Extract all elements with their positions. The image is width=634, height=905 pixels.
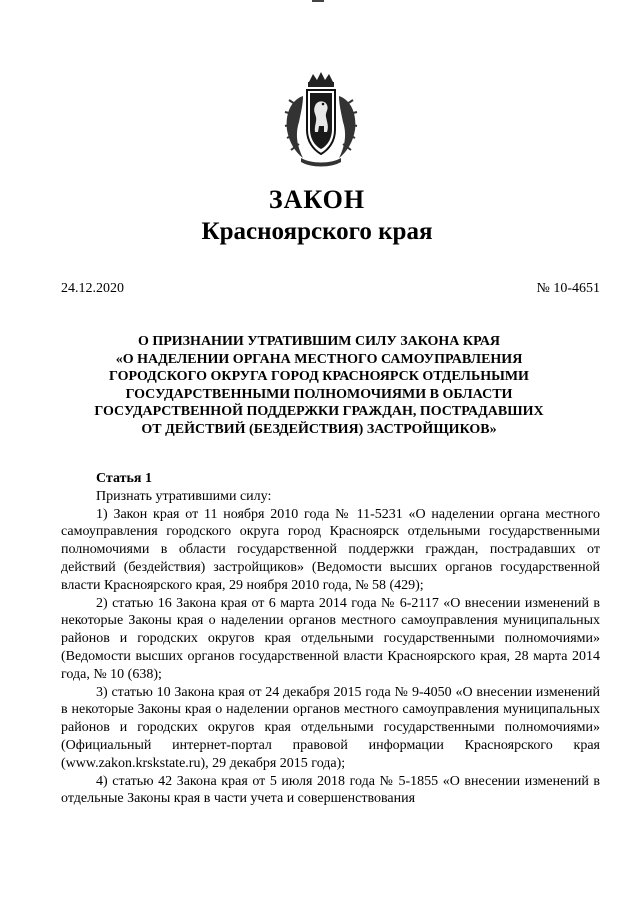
title-line: ОТ ДЕЙСТВИЙ (БЕЗДЕЙСТВИЯ) ЗАСТРОЙЩИКОВ» bbox=[141, 421, 497, 437]
document-number: № 10-4651 bbox=[536, 281, 600, 296]
scan-artifact bbox=[312, 0, 324, 2]
document-type-heading: ЗАКОН bbox=[268, 185, 366, 214]
article-heading: Статья 1 bbox=[96, 471, 152, 486]
article-intro: Признать утратившими силу: bbox=[96, 488, 272, 504]
title-line: ГОСУДАРСТВЕННЫМИ ПОЛНОМОЧИЯМИ В ОБЛАСТИ bbox=[125, 386, 513, 402]
title-line: ГОРОДСКОГО ОКРУГА ГОРОД КРАСНОЯРСК ОТДЕЛЬНЫМИ bbox=[109, 369, 529, 384]
title-line: «О НАДЕЛЕНИИ ОРГАНА МЕСТНОГО САМОУПРАВЛЕНИЯ bbox=[115, 351, 523, 367]
document-date: 24.12.2020 bbox=[61, 281, 124, 296]
article-item: 1) Закон края от 11 ноября 2010 года № 11-5231 «О наделении органа местного самоуправления городского округа город Красноярск отдельными государственными полномочиями в области государственной поддержки граждан, пострадавших от действий (бездействия) застройщиков» (Ведомости высших органов государственной власти Красноярского края, 29 ноября 2010 года, № 58 (429); bbox=[61, 506, 600, 593]
article-item: 3) статью 10 Закона края от 24 декабря 2015 года № 9-4050 «О внесении изменений в некоторые Законы края о наделении органов местного самоуправления муниципальных районов и городских округов края отдельными государственными полномочиями» (Официальный интернет-портал правовой информации Красноярского края (www.zakon.krskstate.ru), 29 декабря 2015 года); bbox=[61, 684, 600, 771]
article-item: 4) статью 42 Закона края от 5 июля 2018 года № 5-1855 «О внесении изменений в отдельные Законы края в части учета и совершенствования bbox=[61, 773, 600, 807]
title-line: О ПРИЗНАНИИ УТРАТИВШИМ СИЛУ ЗАКОНА КРАЯ bbox=[137, 334, 501, 349]
article-body bbox=[61, 470, 600, 808]
article-item: 2) статью 16 Закона края от 6 марта 2014 года № 6-2117 «О внесении изменений в некоторые Законы края о наделении органов местного самоуправления муниципальных районов и городских округов края отдельными государственными полномочиями» (Ведомости высших органов государственной власти Красноярского края, 28 марта 2014 года, № 10 (638); bbox=[61, 595, 600, 682]
krasnoyarsk-coat-of-arms-icon bbox=[281, 70, 361, 170]
document-issuer: Красноярского края bbox=[201, 218, 433, 245]
title-line: ГОСУДАРСТВЕННОЙ ПОДДЕРЖКИ ГРАЖДАН, ПОСТРАДАВШИХ bbox=[94, 404, 544, 419]
document-title bbox=[50, 333, 588, 438]
